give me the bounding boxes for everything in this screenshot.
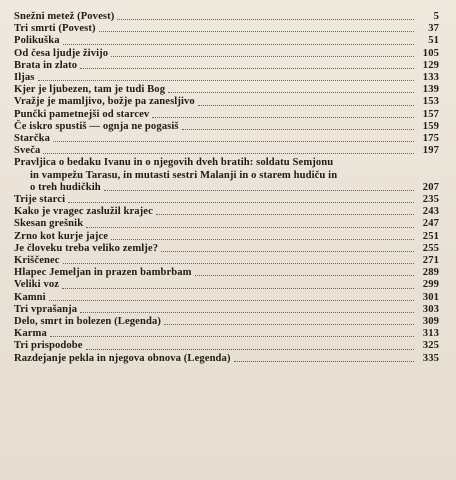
toc-title-line: Pravljica o bedaku Ivanu in o njegovih dveh bratih: soldatu Semjonu bbox=[14, 157, 334, 169]
toc-entry-page: 105 bbox=[422, 47, 439, 59]
dot-leader bbox=[152, 117, 414, 118]
toc-entry-page: 255 bbox=[422, 242, 439, 254]
toc-entry-page: 157 bbox=[422, 108, 439, 120]
toc-entry-title: Kako je vragec zaslužil krajec bbox=[14, 206, 153, 218]
dot-leader bbox=[49, 300, 414, 301]
dot-leader bbox=[63, 44, 414, 45]
toc-entry-title: Tri smrti (Povest) bbox=[14, 23, 96, 35]
dot-leader bbox=[234, 361, 414, 362]
toc-entry-title: Če iskro spustiš — ognja ne pogasiš bbox=[14, 120, 179, 132]
toc-entry bbox=[14, 48, 439, 60]
dot-leader bbox=[164, 324, 414, 325]
toc-entry-title: Starčka bbox=[14, 133, 51, 145]
toc-entry bbox=[14, 11, 439, 23]
dot-leader bbox=[50, 336, 414, 337]
toc-entry bbox=[14, 23, 439, 35]
dot-leader bbox=[161, 251, 414, 252]
toc-entry-page: 289 bbox=[422, 267, 439, 279]
dot-leader bbox=[53, 141, 414, 142]
toc-entry bbox=[14, 340, 439, 352]
toc-entry-title: Skesan grešnik bbox=[14, 218, 84, 230]
toc-entry-page: 247 bbox=[422, 218, 439, 230]
toc-entry-title: Zrno kot kurje jajce bbox=[14, 230, 109, 242]
toc-entry-title: Od česa ljudje živijo bbox=[14, 47, 109, 59]
toc-entry-title: Veliki voz bbox=[14, 279, 60, 291]
dot-leader bbox=[68, 202, 414, 203]
toc-entry-page: 197 bbox=[422, 145, 439, 157]
toc-entry-title: Je človeku treba veliko zemlje? bbox=[14, 242, 159, 254]
toc-entry bbox=[14, 316, 439, 328]
toc-entry-title: Brata in zlato bbox=[14, 59, 78, 71]
toc-entry-title: Kamni bbox=[14, 291, 46, 303]
toc-entry-page: 299 bbox=[422, 279, 439, 291]
toc-entry-title: Punčki pametnejši od starcev bbox=[14, 108, 150, 120]
toc-entry-title: Vražje je mamljivo, božje pa zanesljivo bbox=[14, 96, 195, 108]
toc-entry-multiline bbox=[14, 157, 439, 194]
toc-entry bbox=[14, 72, 439, 84]
toc-entry bbox=[14, 121, 439, 133]
toc-entry-page: 303 bbox=[422, 303, 439, 315]
dot-leader bbox=[111, 56, 414, 57]
dot-leader bbox=[111, 239, 414, 240]
toc-entry-title: Snežni metež (Povest) bbox=[14, 11, 115, 22]
toc-entry-page: 325 bbox=[422, 340, 439, 352]
toc-entry-title: Trije starci bbox=[14, 194, 66, 206]
dot-leader bbox=[182, 129, 414, 130]
toc-entry-page: 37 bbox=[428, 23, 439, 35]
toc-entry bbox=[14, 218, 439, 230]
toc-entry bbox=[14, 255, 439, 267]
toc-entry-title: Tri vprašanja bbox=[14, 303, 78, 315]
toc-entry bbox=[14, 243, 439, 255]
toc-entry bbox=[14, 206, 439, 218]
dot-leader bbox=[198, 105, 414, 106]
dot-leader bbox=[86, 349, 414, 350]
toc-entry-title: Razdejanje pekla in njegova obnova (Legenda) bbox=[14, 352, 231, 364]
table-of-contents bbox=[14, 11, 439, 365]
dot-leader bbox=[195, 275, 414, 276]
toc-entry-page: 207 bbox=[422, 181, 439, 193]
dot-leader bbox=[43, 153, 414, 154]
toc-entry bbox=[14, 35, 439, 47]
toc-entry bbox=[14, 194, 439, 206]
toc-title-line: o treh hudičkih bbox=[30, 181, 101, 193]
dot-leader bbox=[38, 80, 414, 81]
toc-entry-page: 129 bbox=[422, 59, 439, 71]
dot-leader bbox=[86, 227, 414, 228]
toc-entry bbox=[14, 304, 439, 316]
toc-entry-page: 251 bbox=[422, 230, 439, 242]
toc-entry-title: Iljas bbox=[14, 72, 35, 84]
toc-entry-page: 301 bbox=[422, 291, 439, 303]
dot-leader bbox=[156, 214, 414, 215]
toc-entry-page: 133 bbox=[422, 72, 439, 84]
toc-entry bbox=[14, 133, 439, 145]
toc-entry-title: Kjer je ljubezen, tam je tudi Bog bbox=[14, 84, 166, 96]
toc-entry-page: 139 bbox=[422, 84, 439, 96]
toc-entry bbox=[14, 60, 439, 72]
toc-entry-page: 159 bbox=[422, 120, 439, 132]
dot-leader bbox=[104, 190, 414, 191]
toc-entry-page: 271 bbox=[422, 255, 439, 267]
toc-entry bbox=[14, 145, 439, 157]
toc-entry-title: Kriščenec bbox=[14, 255, 60, 267]
toc-entry bbox=[14, 96, 439, 108]
dot-leader bbox=[117, 19, 414, 20]
toc-entry-page: 243 bbox=[422, 206, 439, 218]
toc-entry-page: 5 bbox=[433, 11, 439, 22]
toc-entry-page: 335 bbox=[422, 352, 439, 364]
toc-entry-page: 309 bbox=[422, 316, 439, 328]
toc-title-last-line bbox=[14, 182, 417, 194]
toc-entry bbox=[14, 267, 439, 279]
toc-title-line: in vampežu Tarasu, in mutasti sestri Malanji in o starem hudiču in bbox=[30, 169, 338, 181]
dot-leader bbox=[80, 312, 414, 313]
dot-leader bbox=[62, 288, 414, 289]
dot-leader bbox=[168, 92, 414, 93]
toc-entry bbox=[14, 328, 439, 340]
toc-entry-page: 51 bbox=[428, 35, 439, 47]
toc-entry bbox=[14, 109, 439, 121]
toc-entry-title: Delo, smrt in bolezen (Legenda) bbox=[14, 316, 161, 328]
toc-entry-page: 235 bbox=[422, 194, 439, 206]
toc-entry bbox=[14, 353, 439, 365]
toc-entry-title bbox=[14, 157, 417, 194]
toc-entry-title: Hlapec Jemeljan in prazen bambrbam bbox=[14, 267, 192, 279]
toc-entry-title: Sveča bbox=[14, 145, 41, 157]
toc-entry bbox=[14, 231, 439, 243]
toc-entry-title: Polikuška bbox=[14, 35, 60, 47]
toc-entry bbox=[14, 292, 439, 304]
toc-entry-page: 175 bbox=[422, 133, 439, 145]
toc-entry-page: 153 bbox=[422, 96, 439, 108]
dot-leader bbox=[63, 263, 414, 264]
toc-entry bbox=[14, 84, 439, 96]
dot-leader bbox=[80, 68, 414, 69]
dot-leader bbox=[99, 31, 414, 32]
toc-entry-title: Karma bbox=[14, 328, 47, 340]
toc-entry bbox=[14, 279, 439, 291]
toc-entry-title: Tri prispodobe bbox=[14, 340, 83, 352]
toc-entry-page: 313 bbox=[422, 328, 439, 340]
